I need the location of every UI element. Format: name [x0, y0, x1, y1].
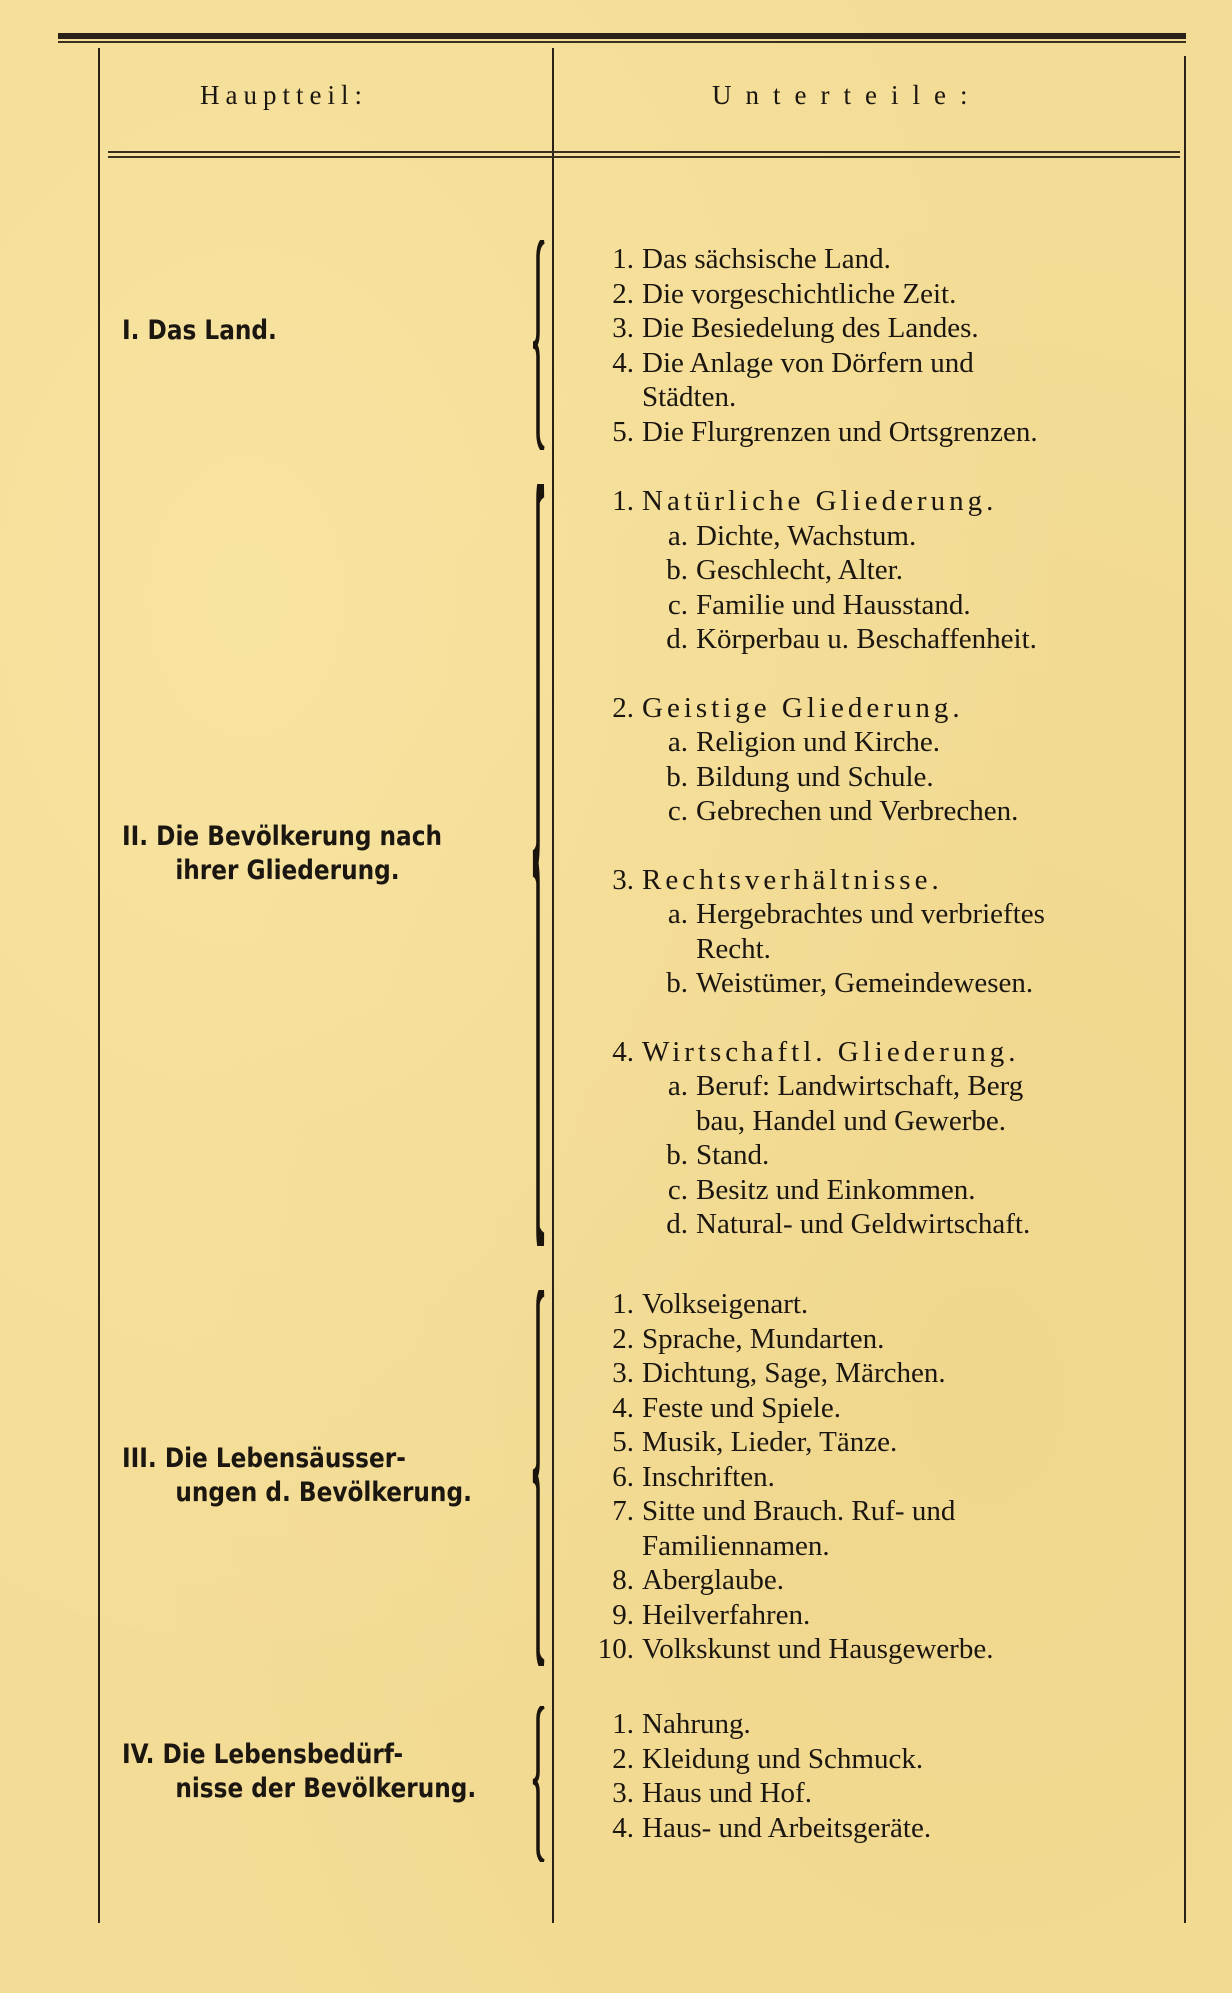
item-number: 2. [612, 691, 634, 724]
item-text [642, 242, 1170, 277]
group-spacer [590, 1001, 1170, 1035]
item-text [696, 1138, 1170, 1173]
item-number: 3. [612, 1357, 634, 1389]
item-text-line: Kleidung und Schmuck. [642, 1742, 924, 1775]
item-text-line: Besitz und Einkommen. [696, 1173, 976, 1206]
item-text [696, 1069, 1170, 1138]
item-text-line: Beruf: Landwirtschaft, Berg [696, 1070, 1024, 1102]
subpart-item [590, 897, 1170, 966]
subpart-heading [590, 691, 1170, 726]
item-text-line: Sitte und Brauch. Ruf- und [642, 1495, 956, 1527]
item-text-line: Haus- und Arbeitsgeräte. [642, 1811, 932, 1844]
group-spacer [590, 657, 1170, 691]
item-text-continuation: Recht. [696, 932, 771, 965]
item-text [696, 588, 1170, 623]
item-text [642, 1742, 1170, 1777]
subpart-heading [590, 1035, 1170, 1070]
subpart-item [590, 1322, 1170, 1357]
subpart-item [590, 519, 1170, 554]
item-number: 2. [612, 1322, 634, 1355]
item-number: 9. [612, 1598, 634, 1631]
item-text [696, 897, 1170, 966]
item-text: Geistige Gliederung. [642, 691, 964, 724]
item-text [642, 277, 1170, 312]
item-number: 2. [612, 1742, 634, 1775]
subparts-3 [590, 1287, 1170, 1667]
subpart-item [590, 966, 1170, 1001]
subpart-item [590, 1598, 1170, 1633]
item-text [642, 1494, 1170, 1563]
item-number: d. [666, 623, 688, 655]
item-number: 6. [612, 1460, 634, 1493]
item-number: b. [666, 1139, 688, 1171]
subpart-item [590, 1425, 1170, 1460]
top-double-rule-thin [58, 41, 1186, 43]
item-number: a. [667, 898, 688, 930]
item-text [696, 519, 1170, 554]
subpart-item [590, 622, 1170, 657]
subpart-item [590, 1069, 1170, 1138]
item-text [642, 1425, 1170, 1460]
item-text-continuation: Städten. [642, 381, 737, 413]
item-text-line: Weistümer, Gemeindewesen. [696, 967, 1034, 999]
item-number: d. [666, 1208, 688, 1240]
item-text-line: Die vorgeschichtliche Zeit. [642, 277, 957, 310]
subpart-item [590, 588, 1170, 623]
item-text [696, 966, 1170, 1001]
item-text [642, 1287, 1170, 1322]
item-number: a. [667, 726, 688, 758]
item-text [696, 1207, 1170, 1242]
item-text-line: Geschlecht, Alter. [696, 554, 903, 586]
item-number: c. [667, 588, 688, 621]
item-text [642, 1598, 1170, 1633]
item-text: Rechtsverhältnisse. [642, 863, 943, 896]
item-text [642, 1322, 1170, 1357]
subpart-item [590, 1632, 1170, 1667]
title-line: I. Das Land. [122, 315, 277, 346]
item-text [642, 1632, 1170, 1667]
item-text-line: Dichtung, Sage, Märchen. [642, 1357, 946, 1389]
item-number: 4. [612, 346, 634, 379]
subparts-2 [590, 484, 1170, 1242]
left-border-line [98, 48, 100, 1923]
item-text [696, 553, 1170, 588]
subparts-4 [590, 1707, 1170, 1845]
item-text: Natürliche Gliederung. [642, 485, 998, 517]
item-number: a. [667, 1070, 688, 1102]
item-number: 3. [612, 1777, 634, 1809]
item-text-line: Sprache, Mundarten. [642, 1322, 885, 1355]
item-text-line: Natural- und Geldwirtschaft. [696, 1208, 1031, 1240]
item-number: b. [666, 760, 688, 793]
item-number: b. [666, 554, 688, 586]
subpart-item [590, 1173, 1170, 1208]
item-text-line: Familie und Hausstand. [696, 588, 971, 621]
item-text-line: Haus und Hof. [642, 1777, 812, 1809]
brace-2 [532, 484, 548, 1246]
item-number: 1. [612, 1708, 634, 1740]
title-line: ihrer Gliederung. [175, 855, 400, 886]
subpart-item [590, 1391, 1170, 1426]
subpart-item [590, 242, 1170, 277]
title-line: nisse der Bevölkerung. [175, 1773, 477, 1804]
header-separator-rule-2 [108, 156, 1180, 158]
item-text-continuation: bau, Handel und Gewerbe. [696, 1104, 1007, 1137]
subpart-item [590, 1742, 1170, 1777]
item-number: 1. [612, 485, 634, 517]
item-text-line: Aberglaube. [642, 1564, 784, 1596]
subpart-item [590, 1138, 1170, 1173]
item-text [642, 1811, 1170, 1846]
item-number: c. [667, 795, 688, 827]
item-text-line: Volkseigenart. [642, 1288, 809, 1320]
subpart-item [590, 1776, 1170, 1811]
item-text [642, 415, 1170, 450]
brace-1 [532, 240, 548, 450]
right-border-line [1184, 56, 1186, 1923]
item-text-line: Gebrechen und Verbrechen. [696, 795, 1019, 827]
item-text-line: Körperbau u. Beschaffenheit. [696, 623, 1037, 655]
top-double-rule [58, 33, 1186, 39]
item-text-line: Religion und Kirche. [696, 726, 941, 758]
item-text [696, 794, 1170, 829]
item-text: Wirtschaftl. Gliederung. [642, 1035, 1020, 1068]
item-number: 10. [597, 1633, 634, 1665]
item-text-line: Die Anlage von Dörfern und [642, 346, 974, 379]
item-text [642, 1776, 1170, 1811]
item-number: b. [666, 967, 688, 999]
subpart-heading [590, 863, 1170, 898]
column-header-hauptteil: Hauptteil: [200, 80, 368, 110]
subpart-item [590, 553, 1170, 588]
item-number: 4. [612, 1035, 634, 1068]
brace-4 [532, 1706, 548, 1862]
item-text-line: Die Besiedelung des Landes. [642, 312, 979, 344]
main-part-4-title [122, 1738, 476, 1806]
item-text-continuation: Familiennamen. [642, 1529, 830, 1562]
item-text [642, 346, 1170, 415]
item-number: 4. [612, 1391, 634, 1424]
subpart-item [590, 1356, 1170, 1391]
item-text [642, 311, 1170, 346]
subpart-item [590, 794, 1170, 829]
item-number: 1. [612, 1288, 634, 1320]
item-text [642, 1563, 1170, 1598]
subpart-item [590, 760, 1170, 795]
subpart-item [590, 346, 1170, 415]
main-part-2-title [122, 820, 442, 888]
group-spacer [590, 829, 1170, 863]
item-number: 3. [612, 312, 634, 344]
column-divider-line [552, 48, 554, 1923]
title-line: ungen d. Bevölkerung. [175, 1477, 472, 1508]
subparts-1 [590, 242, 1170, 449]
subpart-item [590, 725, 1170, 760]
item-number: 4. [612, 1811, 634, 1844]
item-text-line: Inschriften. [642, 1460, 775, 1493]
item-text-line: Die Flurgrenzen und Ortsgrenzen. [642, 415, 1038, 448]
item-number: 7. [612, 1495, 634, 1527]
item-number: 5. [612, 1426, 634, 1458]
brace-3 [532, 1290, 548, 1666]
main-part-1-title [122, 314, 277, 348]
item-text-line: Feste und Spiele. [642, 1391, 841, 1424]
subpart-item [590, 311, 1170, 346]
item-text-line: Musik, Lieder, Tänze. [642, 1426, 898, 1458]
subpart-item [590, 1207, 1170, 1242]
item-text [696, 760, 1170, 795]
item-text-line: Nahrung. [642, 1708, 751, 1740]
item-text-line: Heilverfahren. [642, 1598, 811, 1631]
item-number: 1. [612, 243, 634, 275]
item-text [696, 622, 1170, 657]
subpart-item [590, 1494, 1170, 1563]
subpart-heading [590, 484, 1170, 519]
title-line: III. Die Lebensäusser- [122, 1443, 406, 1474]
item-number: a. [667, 519, 688, 552]
subpart-item [590, 415, 1170, 450]
subpart-item [590, 1460, 1170, 1495]
item-number: 8. [612, 1564, 634, 1596]
subpart-item [590, 1811, 1170, 1846]
subpart-item [590, 1287, 1170, 1322]
subpart-item [590, 1707, 1170, 1742]
item-text [642, 1460, 1170, 1495]
item-text [642, 1356, 1170, 1391]
subpart-item [590, 277, 1170, 312]
item-text-line: Dichte, Wachstum. [696, 519, 917, 552]
column-header-unterteile: Unterteile: [712, 80, 982, 110]
item-number: 3. [612, 863, 634, 896]
item-text [642, 1391, 1170, 1426]
subpart-item [590, 1563, 1170, 1598]
item-number: 2. [612, 277, 634, 310]
item-text [696, 1173, 1170, 1208]
title-line: IV. Die Lebensbedürf- [122, 1739, 404, 1770]
item-text-line: Hergebrachtes und verbrieftes [696, 898, 1045, 930]
item-number: c. [667, 1173, 688, 1206]
item-number: 5. [612, 415, 634, 448]
header-separator-rule [108, 151, 1180, 153]
item-text-line: Bildung und Schule. [696, 760, 934, 793]
main-part-3-title [122, 1442, 472, 1510]
item-text-line: Volkskunst und Hausgewerbe. [642, 1633, 994, 1665]
item-text [696, 725, 1170, 760]
item-text-line: Das sächsische Land. [642, 243, 891, 275]
item-text-line: Stand. [696, 1139, 770, 1171]
title-line: II. Die Bevölkerung nach [122, 821, 443, 852]
item-text [642, 1707, 1170, 1742]
